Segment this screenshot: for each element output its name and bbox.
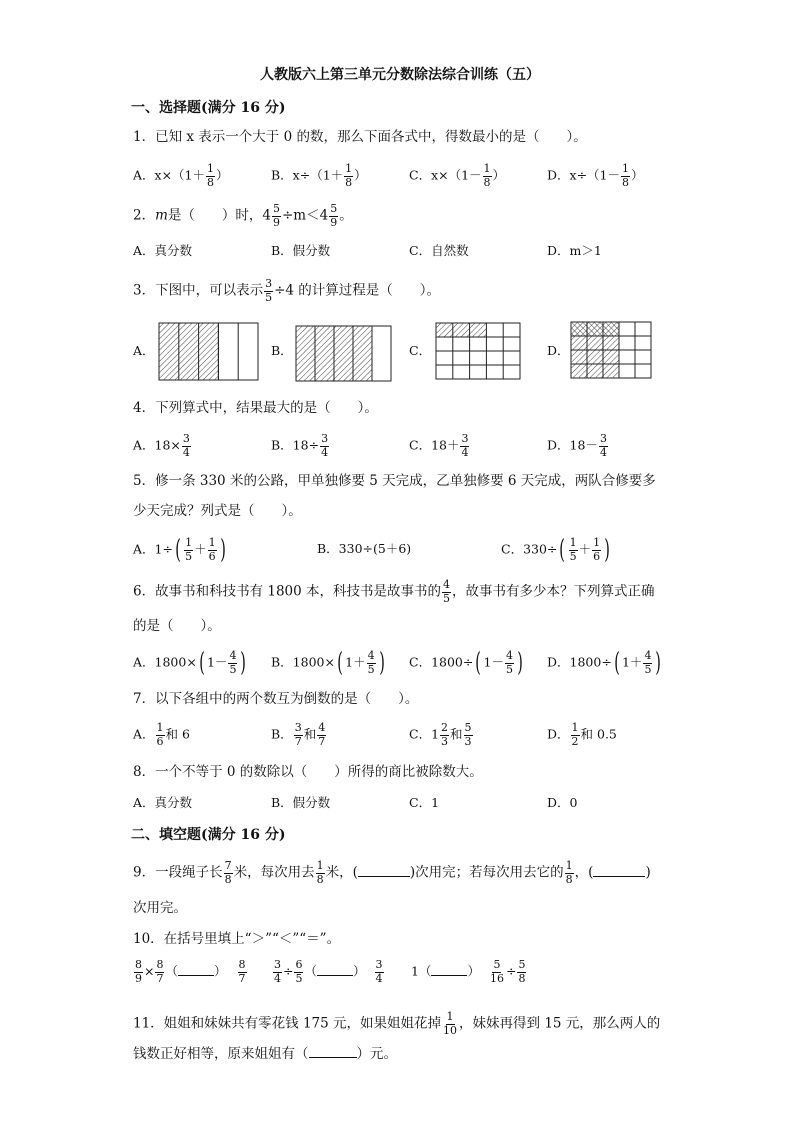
page-title: 人教版六上第三单元分数除法综合训练（五） [260, 67, 540, 83]
figure-d [571, 322, 651, 378]
question-8-option-d[interactable]: D．0 [547, 795, 578, 810]
answer-blank[interactable] [309, 1057, 357, 1058]
question-2-option-a[interactable]: A．真分数 [133, 243, 193, 258]
question-2-option-b[interactable]: B．假分数 [271, 243, 331, 258]
question-3-stem: 3．下图中，可以表示 $\frac{3}{5}$ ÷4 的计算过程是（ ）。 [133, 277, 441, 304]
question-10-expression-1: $\frac{8}{9}$ × $\frac{8}{7}$ （ ） $\frac{8}{7}$ [135, 958, 246, 985]
fraction: $\frac{3}{4}$ [182, 432, 190, 459]
fraction: $\frac{3}{4}$ [461, 432, 469, 459]
question-10-expression-2: $\frac{3}{4}$ ÷ $\frac{6}{5}$ （ ） $\frac{3}{4}$ [274, 958, 383, 985]
question-3-option-d[interactable]: D． [547, 343, 570, 358]
question-3-option-c[interactable]: C． [409, 343, 432, 358]
question-1-option-d[interactable]: D．x÷（1－ $\frac{1}{8}$ ） [547, 162, 644, 189]
question-3-option-a[interactable]: A． [133, 343, 155, 358]
figure-a [159, 323, 258, 380]
question-7-option-b[interactable]: B． $\frac{3}{7}$ 和 $\frac{4}{7}$ [271, 721, 326, 748]
question-5-line-2: 少天完成？列式是（ ）。 [133, 503, 302, 519]
question-8-option-c[interactable]: C．1 [409, 795, 440, 810]
fraction: $\frac{1}{8}$ [622, 162, 629, 189]
fraction: $\frac{1}{8}$ [345, 162, 353, 189]
question-10-stem: 10．在括号里填上“＞”“＜”“＝”。 [133, 931, 341, 947]
question-11-line-2: 钱数正好相等，原来姐姐有（ ）元。 [133, 1046, 397, 1062]
fraction: $\frac{3}{4}$ [321, 432, 329, 459]
question-6-option-a[interactable]: A．1800×( 1－ $\frac{4}{5}$ ) [133, 648, 247, 679]
question-2-option-d[interactable]: D．m＞1 [547, 243, 602, 258]
question-2-option-c[interactable]: C．自然数 [409, 243, 469, 258]
question-6-option-b[interactable]: B．1800×( 1＋ $\frac{4}{5}$ ) [271, 648, 385, 679]
question-5-line-1: 5．修一条 330 米的公路，甲单独修要 5 天完成，乙单独修要 6 天完成，两队合修要多 [133, 473, 656, 489]
fraction: $\frac{5}{9}$ [273, 202, 280, 229]
fraction: $\frac{3}{5}$ [265, 277, 273, 304]
question-7-option-a[interactable]: A． $\frac{1}{6}$ 和 6 [133, 721, 190, 748]
option-text: C．x×（1－ [409, 167, 482, 183]
answer-blank[interactable] [431, 975, 467, 976]
question-8-option-b[interactable]: B．假分数 [271, 795, 331, 810]
fraction: $\frac{5}{9}$ [330, 202, 338, 229]
question-8-stem: 8．一个不等于 0 的数除以（ ）所得的商比被除数大。 [133, 764, 483, 780]
option-text: D．x÷（1－ [547, 167, 620, 183]
option-text: A．x×（1＋ [133, 167, 206, 183]
question-5-option-a[interactable]: A．1÷( $\frac{1}{5}$ ＋ $\frac{1}{6}$ ) [133, 535, 226, 566]
question-1-stem: 1．已知 x 表示一个大于 0 的数，那么下面各式中，得数最小的是（ ）。 [133, 129, 587, 145]
figure-b [296, 326, 391, 381]
question-10-expression-3: 1（ ） $\frac{5}{16}$ ÷ $\frac{5}{8}$ [411, 958, 526, 985]
question-4-stem: 4．下列算式中，结果最大的是（ ）。 [133, 400, 378, 416]
question-2-stem: 2．m是（ ）时，4 $\frac{5}{9}$ ÷m＜4 $\frac{5}{9}$ 。 [133, 202, 353, 229]
section-heading-fill: 二、填空题(满分 16 分) [131, 827, 286, 843]
question-1-option-c[interactable]: C．x×（1－ $\frac{1}{8}$ ） [409, 162, 506, 189]
option-text: B．x÷（1＋ [271, 167, 344, 183]
question-6-line-2: 的是（ ）。 [133, 618, 221, 634]
question-6-option-d[interactable]: D．1800÷( 1＋ $\frac{4}{5}$ ) [547, 648, 662, 679]
fraction: $\frac{4}{5}$ [443, 578, 451, 605]
question-9-line-1: 9．一段绳子长 $\frac{7}{8}$ 米，每次用去 $\frac{1}{8}$ 米，( )次用完；若每次用去它的 $\frac{1}{8}$ ，( ) [133, 859, 651, 886]
question-11-line-1: 11．姐姐和妹妹共有零花钱 175 元，如果姐姐花掉 $\frac{1}{10}$ ，妹妹再得到 15 元，那么两人的 [133, 1010, 661, 1037]
question-4-option-a[interactable]: A．18× $\frac{3}{4}$ [133, 432, 190, 459]
figure-c [436, 323, 520, 379]
question-1-option-b[interactable]: B．x÷（1＋ $\frac{1}{8}$ ） [271, 162, 367, 189]
answer-blank[interactable] [358, 876, 410, 877]
question-9-line-2: 次用完。 [133, 900, 187, 916]
question-4-option-c[interactable]: C．18＋ $\frac{3}{4}$ [409, 432, 469, 459]
question-8-option-a[interactable]: A．真分数 [133, 795, 193, 810]
question-5-option-b[interactable]: B．330÷(5＋6) [317, 541, 412, 556]
question-7-option-d[interactable]: D． $\frac{1}{2}$ 和 0.5 [547, 721, 617, 748]
fraction: $\frac{1}{8}$ [483, 162, 491, 189]
answer-blank[interactable] [593, 876, 645, 877]
question-6-option-c[interactable]: C．1800÷( 1－ $\frac{4}{5}$ ) [409, 648, 523, 679]
fraction: $\frac{1}{8}$ [207, 162, 215, 189]
section-heading-choice: 一、选择题(满分 16 分) [131, 100, 286, 116]
question-1-option-a[interactable]: A．x×（1＋ $\frac{1}{8}$ ） [133, 162, 229, 189]
question-4-option-d[interactable]: D．18－ $\frac{3}{4}$ [547, 432, 607, 459]
question-4-option-b[interactable]: B．18÷ $\frac{3}{4}$ [271, 432, 329, 459]
question-3-option-b[interactable]: B． [271, 343, 293, 358]
answer-blank[interactable] [317, 975, 353, 976]
question-7-option-c[interactable]: C．1 $\frac{2}{3}$ 和 $\frac{5}{3}$ [409, 721, 472, 748]
fraction: $\frac{3}{4}$ [599, 432, 607, 459]
question-5-option-c[interactable]: C．330÷( $\frac{1}{5}$ ＋ $\frac{1}{6}$ ) [501, 535, 610, 566]
question-6-line-1: 6．故事书和科技书有 1800 本，科技书是故事书的 $\frac{4}{5}$ ，故事书有多少本？下列算式正确 [133, 578, 655, 605]
answer-blank[interactable] [178, 975, 214, 976]
question-7-stem: 7．以下各组中的两个数互为倒数的是（ ）。 [133, 691, 419, 707]
